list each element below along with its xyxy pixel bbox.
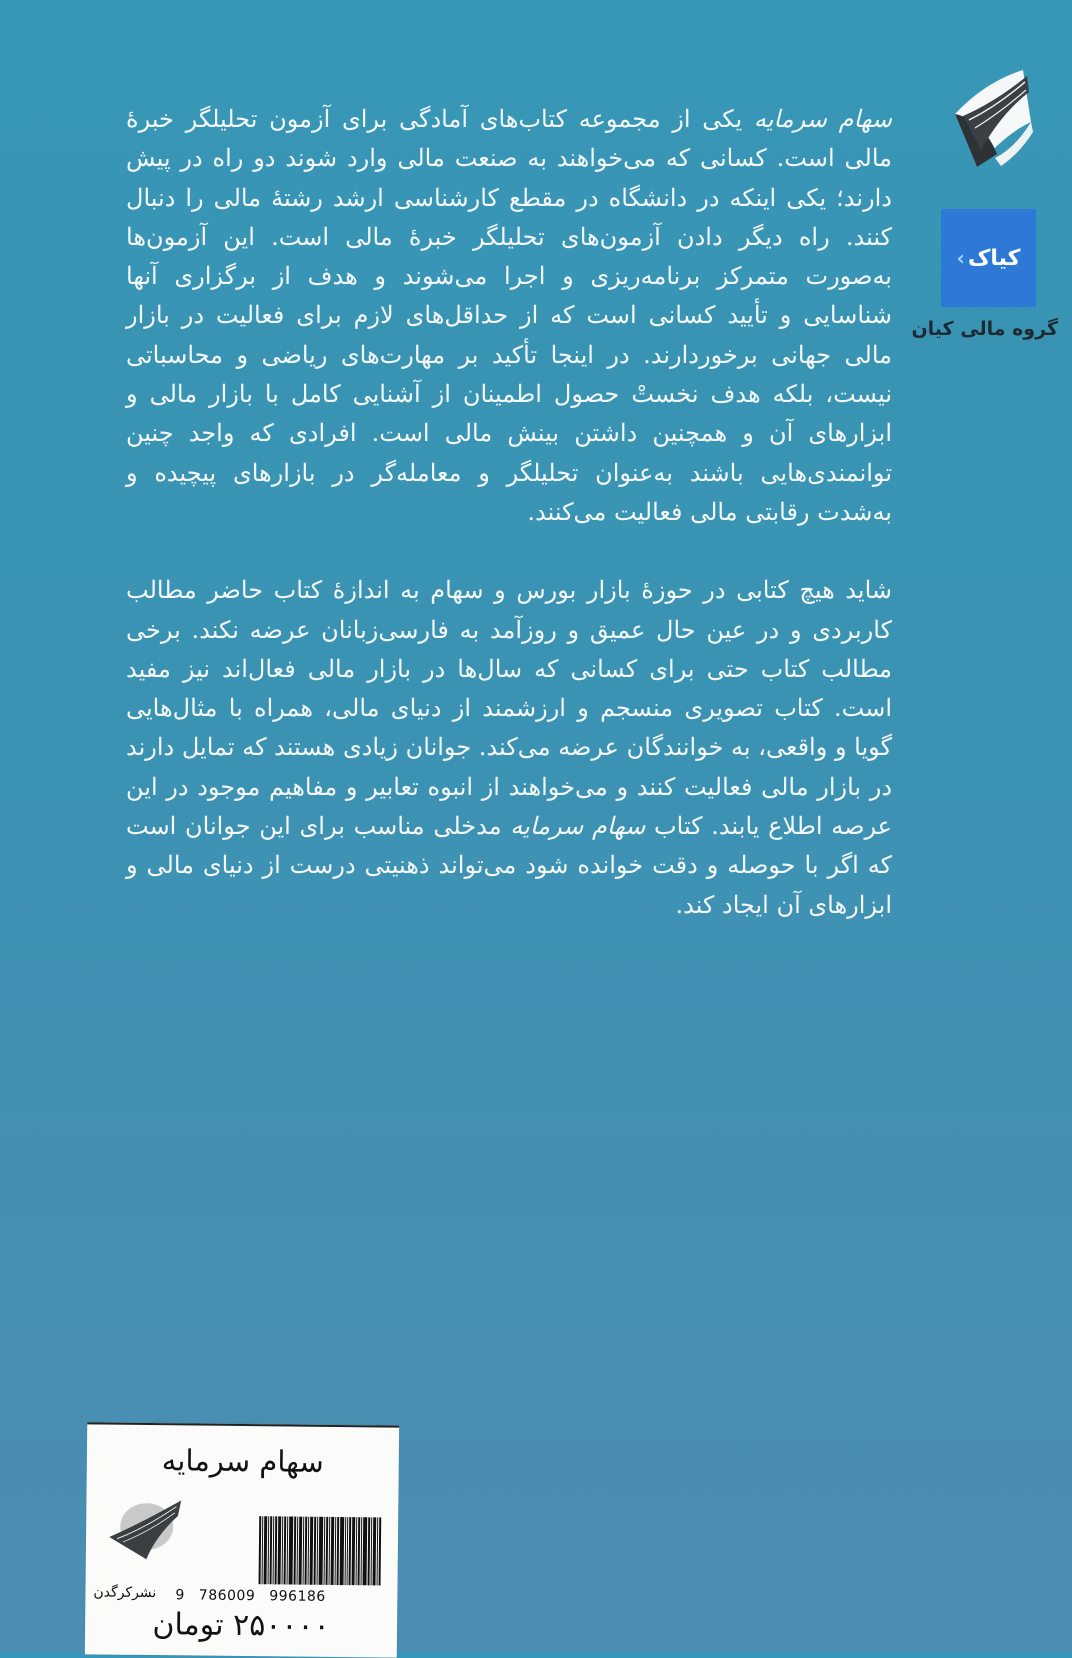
isbn-barcode [206, 1516, 383, 1586]
blurb-paragraph-2 [126, 571, 892, 925]
chevron-right-icon: › [956, 246, 965, 270]
publisher-group-name: گروه مالی کیان [911, 318, 1058, 340]
blurb-text [126, 100, 892, 925]
kian-brand-logo [941, 209, 1036, 307]
isbn-number [175, 1587, 325, 1605]
book-title-inline: سهام سرمایه [510, 812, 646, 841]
book-title-inline: سهام سرمایه [753, 105, 892, 133]
publisher-emblem-icon [104, 1497, 187, 1568]
paragraph-text: شاید هیچ کتابی در حوزهٔ بازار بورس و سهام به اندازهٔ کتاب حاضر مطالب کاربردی و در عین حال عمیق و روزآمد به فارسی‌زبانان عرضه نکند. برخی مطالب کتاب حتی برای کسانی که سال‌ها در بازار مالی فعال‌اند نیز مفید است. کتاب تصویری منسجم و ارزشمند از دنیای مالی، همراه با مثال‌هایی گویا و واقعی، به خوانندگان عرضه می‌کند. جوانان زیادی هستند که تمایل دارند در بازار مالی فعالیت کنند و می‌خواهند از انبوه تعابیر و مفاهیم موجود در این عرصه اطلاع یابند. کتاب [126, 576, 893, 841]
publisher-name: نشرکرگدن [93, 1584, 157, 1602]
paragraph-text: مدخلی مناسب برای این جوانان است که اگر با حوصله و دقت خوانده شود می‌تواند ذهنیتی درست از دنیای مالی و ابزارهای آن ایجاد کند. [126, 812, 892, 919]
price-label: ۲۵۰۰۰۰ تومان [152, 1607, 330, 1644]
paragraph-text: یکی از مجموعه کتاب‌های آمادگی برای آزمون تحلیلگر خبرهٔ مالی است. کسانی که می‌خواهند به صنعت مالی وارد شوند دو راه در پیش دارند؛ یکی اینکه در دانشگاه در مقطع کارشناسی ارشد رشتهٔ مالی را دنبال کنند. راه دیگر دادن آزمون‌های تحلیلگر خبرهٔ مالی است. این آزمون‌ها به‌صورت متمرکز برنامه‌ریزی و اجرا می‌شوند و هدف از برگزاری آنها شناسایی و تأیید کسانی است که از حداقل‌های لازم برای فعالیت در بازار مالی جهانی برخوردارند. در اینجا تأکید بر مهارت‌های ریاضی و محاسباتی نیست، بلکه هدف نخستْ حصول اطمینان از آشنایی کامل با بازار مالی و ابزارهای آن و همچنین داشتن بینش مالی است. افرادی که واجد چنین توانمندی‌هایی باشند به‌عنوان تحلیلگر و معامله‌گر در بازارهای پیچیده و به‌شدت رقابتی مالی فعالیت می‌کنند. [126, 105, 892, 526]
sticker-book-title: سهام سرمایه [161, 1443, 324, 1479]
price-barcode-sticker [85, 1422, 399, 1657]
isbn-group-1: 786009 [198, 1587, 256, 1605]
publisher-emblem-icon [935, 62, 1035, 172]
isbn-group-2: 996186 [269, 1588, 326, 1605]
kian-brand-label: کیاک [967, 245, 1021, 271]
isbn-prefix: 9 [175, 1587, 185, 1604]
blurb-paragraph-1 [126, 100, 892, 532]
